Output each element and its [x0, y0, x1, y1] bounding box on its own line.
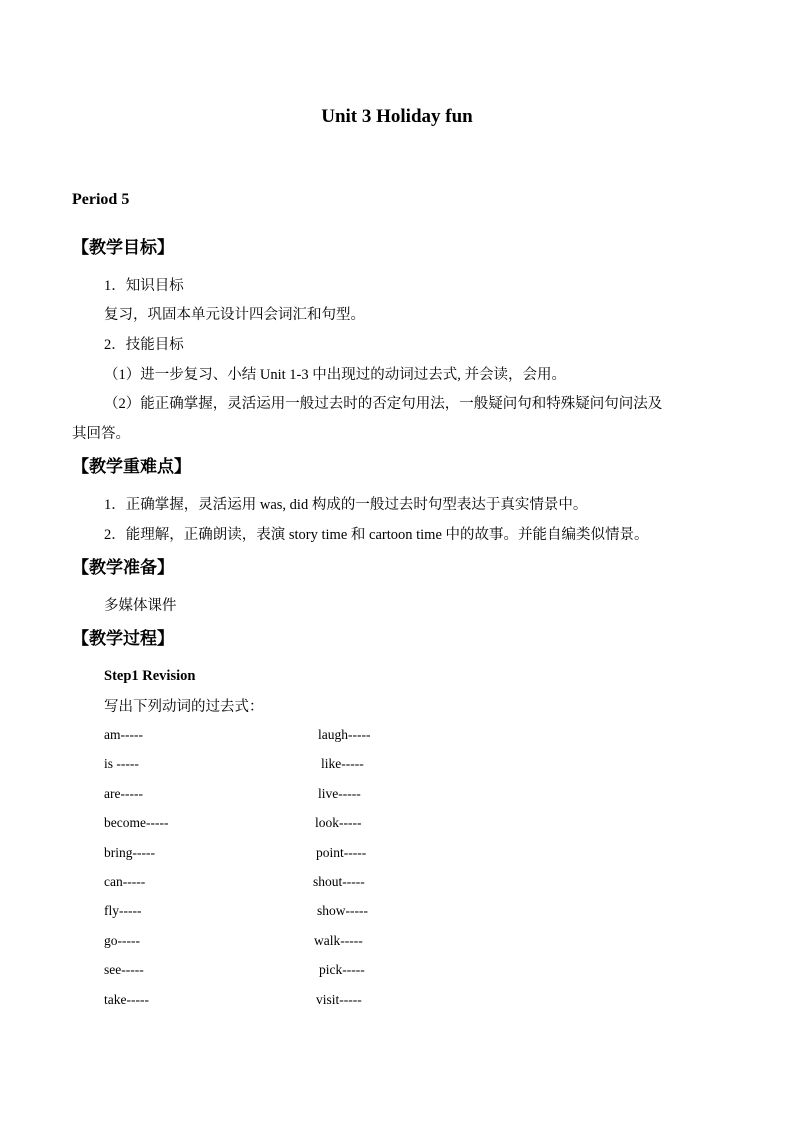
verb-right-item: laugh----- — [318, 727, 371, 742]
verb-left-item: see----- — [104, 962, 144, 978]
verb-left-item: go----- — [104, 932, 140, 948]
verb-right-item: live----- — [318, 785, 361, 801]
period-label: Period 5 — [72, 191, 130, 208]
keypoints-heading: 【教学重难点】 — [72, 457, 191, 477]
verb-right-item: show----- — [317, 903, 368, 919]
verb-right-item: pick----- — [319, 962, 365, 978]
verb-right-item: shout----- — [313, 874, 365, 889]
verb-right-item: point----- — [316, 844, 367, 860]
objectives-heading: 【教学目标】 — [72, 238, 174, 258]
document-title: Unit 3 Holiday fun — [321, 106, 473, 127]
objective-line: （2）能正确掌握，灵活运用一般过去时的否定句用法，一般疑问句和特殊疑问句问法及 — [104, 396, 663, 412]
objective-line: 其回答。 — [72, 426, 130, 442]
objective-line: （1）进一步复习、小结 Unit 1-3 中出现过的动词过去式, 并会读，会用。 — [104, 367, 566, 383]
verb-left-item: am----- — [104, 727, 143, 742]
verb-left-item: fly----- — [104, 903, 142, 919]
verb-left-item: take----- — [104, 991, 149, 1007]
verb-right-item: walk----- — [314, 932, 363, 948]
verb-left-item: can----- — [104, 874, 146, 889]
verb-right-item: visit----- — [316, 991, 362, 1007]
keypoint-line: 2．能理解，正确朗读，表演 story time 和 cartoon time 中的故事。并能自编类似情景。 — [104, 527, 649, 543]
objective-line: 复习，巩固本单元设计四会词汇和句型。 — [104, 307, 365, 323]
prep-heading: 【教学准备】 — [72, 558, 174, 578]
prep-line: 多媒体课件 — [104, 598, 177, 614]
process-heading: 【教学过程】 — [72, 629, 174, 649]
verb-left-item: become----- — [104, 815, 169, 831]
verb-right-item: look----- — [315, 815, 362, 831]
objective-line: 2．技能目标 — [104, 337, 184, 353]
step1-title: Step1 Revision — [104, 668, 196, 684]
verb-left-item: bring----- — [104, 844, 155, 860]
objective-line: 1．知识目标 — [104, 278, 184, 294]
step1-instruction: 写出下列动词的过去式： — [104, 699, 264, 715]
verb-left-item: is ----- — [104, 756, 139, 772]
verb-right-item: like----- — [321, 756, 364, 772]
verb-left-item: are----- — [104, 785, 143, 801]
keypoint-line: 1．正确掌握，灵活运用 was, did 构成的一般过去时句型表达于真实情景中。 — [104, 497, 588, 513]
